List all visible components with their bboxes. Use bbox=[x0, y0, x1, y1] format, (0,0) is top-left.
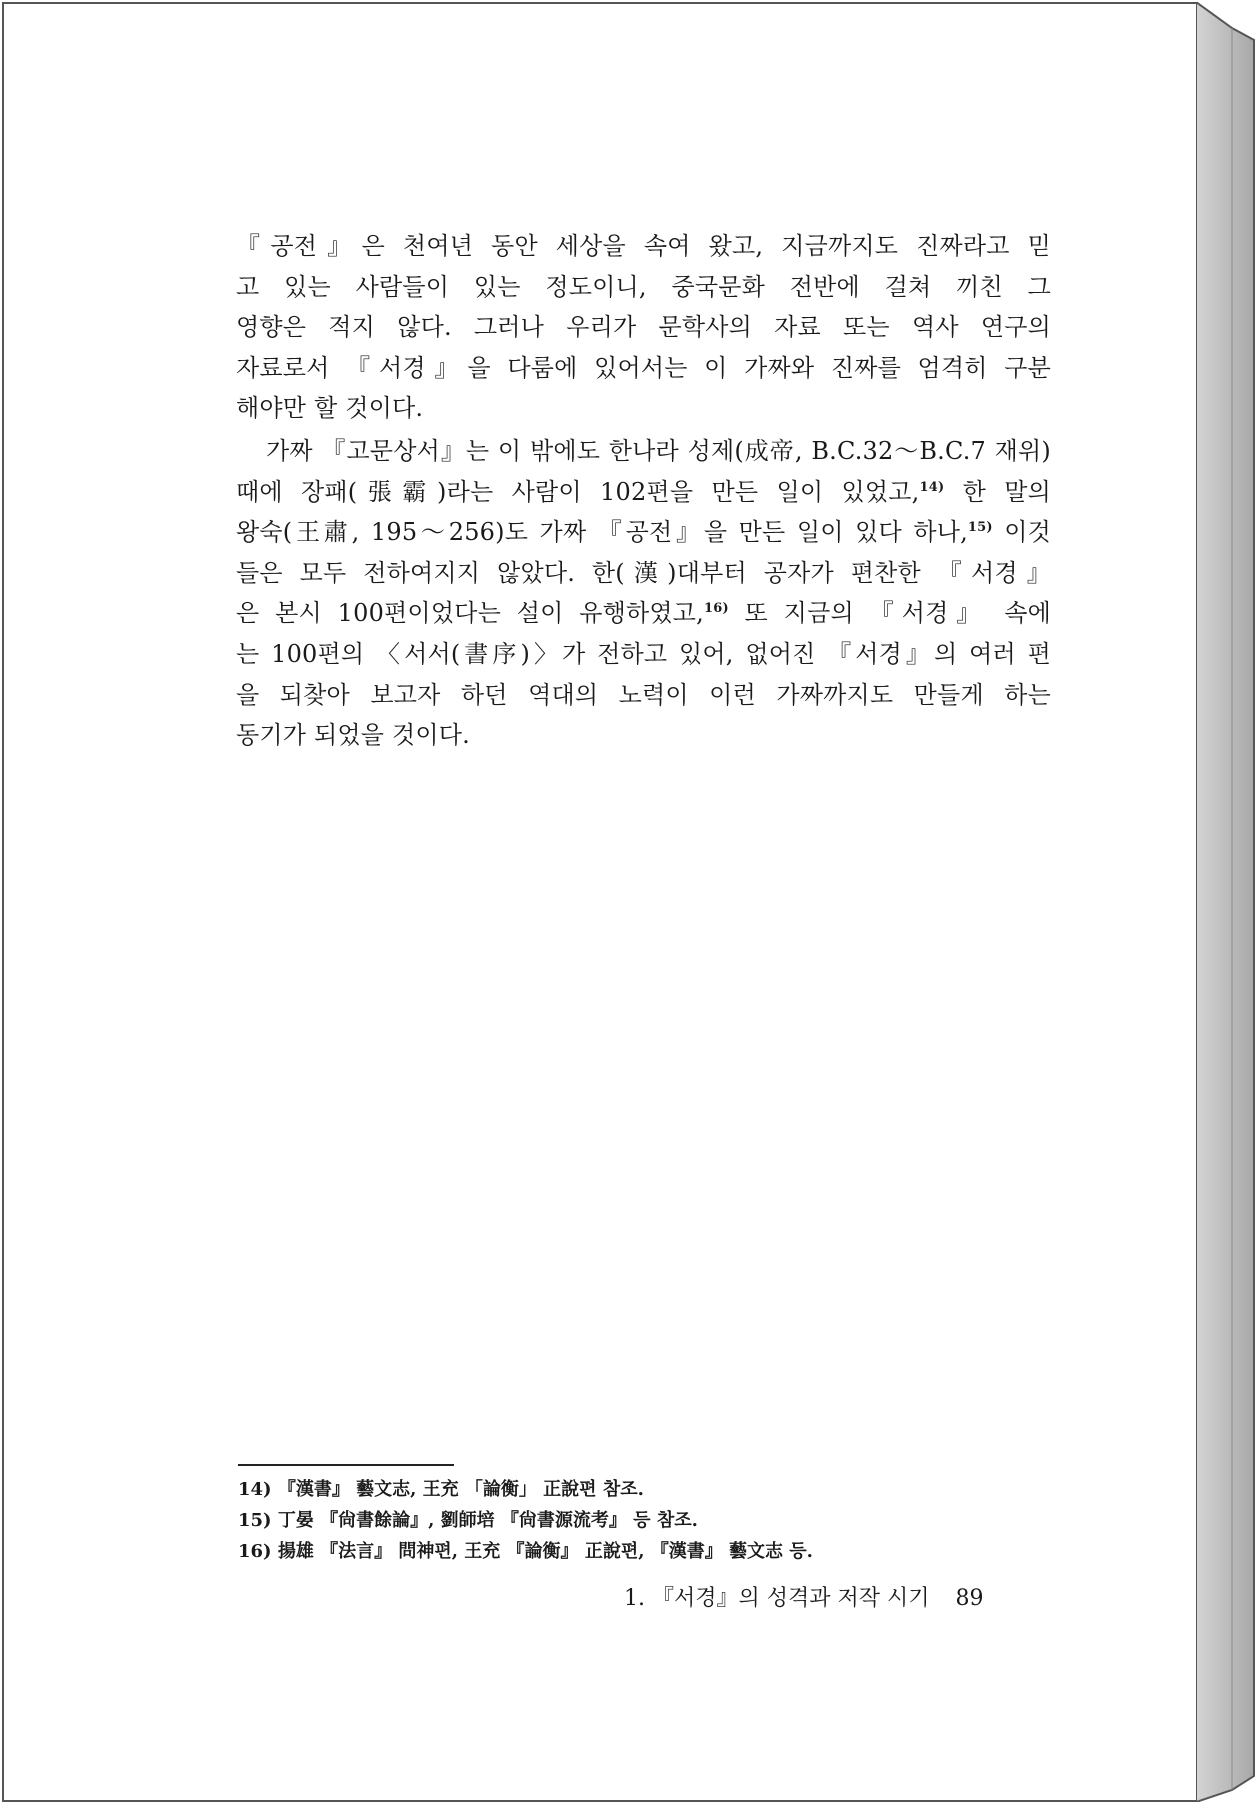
footnote-15: 15) 丁晏 『尙書餘論』, 劉師培 『尙書源流考』 등 참조. bbox=[238, 1510, 698, 1531]
text-line: 자료로서 『서경』을 다룸에 있어서는 이 가짜와 진짜를 엄격히 구분 bbox=[236, 353, 1051, 382]
page-edge-shape bbox=[1196, 2, 1258, 1802]
text-line bbox=[236, 472, 1051, 513]
footnote-divider bbox=[238, 1464, 454, 1466]
text-segment: 은 본시 100편이었다는 설이 유행하였고, bbox=[236, 599, 704, 628]
footnote-marker-16[interactable]: 16) bbox=[703, 601, 729, 617]
text-line bbox=[236, 431, 1051, 472]
text-line: 들은 모두 전하여지지 않았다. 한(漢)대부터 공자가 편찬한 『서경』 bbox=[236, 558, 1051, 587]
footnote-marker-14[interactable]: 14) bbox=[919, 479, 945, 495]
body-text bbox=[236, 226, 1051, 756]
footnote-14: 14) 『漢書』 藝文志, 王充 「論衡」 正說편 참조. bbox=[238, 1479, 644, 1500]
text-segment: 또 지금의 『서경』 속에 bbox=[728, 599, 1051, 628]
text-segment: 이것 bbox=[992, 518, 1051, 547]
footnote-marker-15[interactable]: 15) bbox=[967, 520, 993, 536]
text-line: 는 100편의 〈서서(書序)〉가 전하고 있어, 없어진 『서경』의 여러 편 bbox=[236, 639, 1051, 668]
text-line: 동기가 되었을 것이다. bbox=[236, 721, 470, 750]
text-segment: 한 말의 bbox=[944, 477, 1051, 506]
text-line: 『공전』은 천여년 동안 세상을 속여 왔고, 지금까지도 진짜라고 믿 bbox=[236, 232, 1051, 260]
text-segment: 가짜 『고문상서』는 이 밖에도 한나라 성제(成帝, B.C.32～B.C.7 재위) bbox=[266, 436, 1051, 465]
text-line bbox=[236, 512, 1051, 553]
paragraph-1 bbox=[236, 226, 1051, 429]
running-footer bbox=[624, 1584, 1004, 1614]
footnotes bbox=[238, 1474, 1038, 1567]
page-number: 89 bbox=[955, 1586, 984, 1611]
text-line: 을 되찾아 보고자 하던 역대의 노력이 이런 가짜까지도 만들게 하는 bbox=[236, 680, 1051, 709]
paragraph-2 bbox=[236, 431, 1051, 756]
book-edge bbox=[1196, 2, 1258, 1802]
chapter-title: 1. 『서경』의 성격과 저작 시기 bbox=[624, 1586, 930, 1611]
text-line bbox=[236, 593, 1051, 634]
text-line: 해야만 할 것이다. bbox=[236, 394, 424, 423]
book-page bbox=[2, 2, 1198, 1802]
footnote-16: 16) 揚雄 『法言』 問神편, 王充 『論衡』 正說편, 『漢書』 藝文志 등. bbox=[238, 1541, 813, 1562]
text-line: 고 있는 사람들이 있는 정도이니, 중국문화 전반에 걸쳐 끼친 그 bbox=[236, 272, 1051, 301]
text-segment: 때에 장패(張霸)라는 사람이 102편을 만든 일이 있었고, bbox=[236, 477, 920, 506]
text-line: 영향은 적지 않다. 그러나 우리가 문학사의 자료 또는 역사 연구의 bbox=[236, 313, 1051, 342]
text-segment: 왕숙(王肅, 195～256)도 가짜 『공전』을 만든 일이 있다 하나, bbox=[236, 518, 968, 547]
